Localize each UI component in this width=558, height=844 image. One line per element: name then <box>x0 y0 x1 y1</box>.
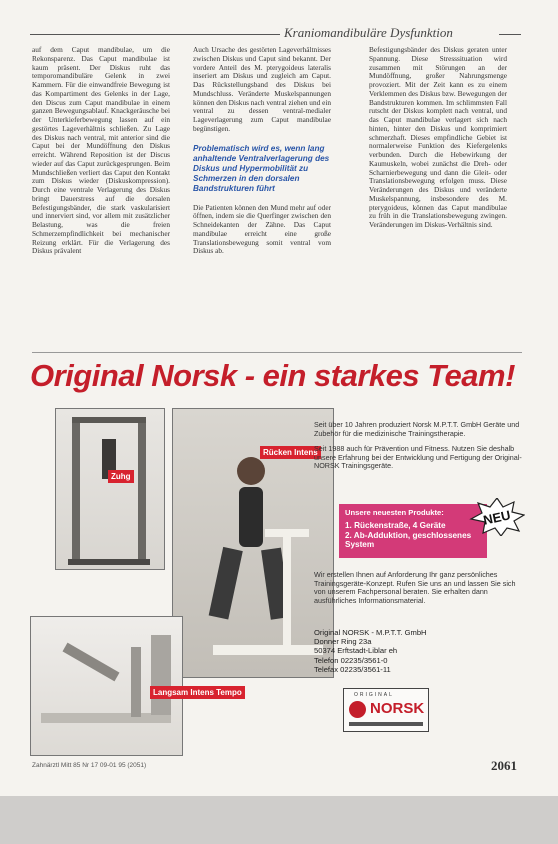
address-line-1: Original NORSK - M.P.T.T. GmbH <box>314 628 427 637</box>
logo-original-text: ORIGINAL <box>354 692 394 698</box>
article-col3-text: Befestigungsbänder des Diskus geraten unter Spannung. Diese Stresssituation wird zusammen mit Störungen an der Mundöffnung, großer Nahrungsmenge provoziert. Mit der Zeit kann es zu einem Verklemmen des Diskus bzw. Bewegungen der Bandstrukturen kommen. Im schlimmsten Fall rutscht der Diskus komplett nach ventral, und das Caput mandibulae verlagert sich nach hinten, hinter den Diskus und komprimiert schmerzhaft. Dieses empfindliche Gebiet ist normalerweise Funktion des Kiefergelenks verbunden. Durch die Hebewirkung der Kaumuskeln, wobei zunächst die Dreh- oder Scharnierbewegung und dann die Gleit- oder Translationsbewegung erfolgen muss. Diese Veränderungen des Diskus und veränderte Muskelspannung, insbesondere des M. pterygoideus, können das Caput mandibulae zu früh in die Translationsbewegung zwingen. Veränderungen im Diskus-Verhältnis sind. <box>369 46 507 229</box>
address-fax: Telefax 02235/3561-11 <box>314 664 391 674</box>
header-rule-left <box>30 34 280 35</box>
page-number: 2061 <box>491 758 517 773</box>
address-line-3: 50374 Erftstadt-Liblar eh <box>314 646 398 656</box>
ad-outro-text: Wir erstellen Ihnen auf Anforderung Ihr ganz persönliches Trainingsgeräte-Konzept. Rufen Sie uns an und lassen Sie sich von unserem Fachpersonal beraten. Sie erhalten dann ausführliches Informationsmaterial. <box>314 570 516 605</box>
article-column-1 <box>32 46 170 346</box>
article-bottom-rule <box>32 352 522 353</box>
article-column-3 <box>369 46 507 346</box>
ad-intro-2: Seit 1988 auch für Prävention und Fitness. Nutzen Sie deshalb unsere Erfahrung bei der Entwicklung und Fertigung der Original-NORSK Trainingsgeräte. <box>314 444 522 471</box>
neu-starburst-icon <box>469 498 525 536</box>
norsk-advertisement <box>30 358 528 758</box>
photo-cable-machine <box>55 408 165 570</box>
ad-intro-1: Seit über 10 Jahren produziert Norsk M.P.T.T. GmbH Geräte und Zubehör für die medizinische Trainingstherapie. <box>314 420 520 438</box>
new-product-2: 2. Ab-Adduktion, geschlossenes System <box>345 530 472 549</box>
pull-quote: Problematisch wird es, wenn lang anhaltende Ventralverlagerung des Diskus und Hypermobilität zu Schmerzen in den dorsalen Bandstrukturen führt <box>193 143 330 193</box>
address-phone: Telefon 02235/3561-0 <box>314 655 388 665</box>
photo-a-label: Zuhg <box>108 470 134 483</box>
norsk-logo-icon <box>349 701 366 718</box>
photo-b-label: Rücken Intens <box>260 446 321 459</box>
norsk-logo <box>343 688 429 732</box>
neu-text: NEU <box>481 507 512 528</box>
article-col1-text: auf dem Caput mandibulae, um die Rekonsparenz. Das Caput mandibulae ist kaum präsent. Der Diskus ruht das temporomandibuläre Gelenk in zwei Kammern. Für die einwandfreie Bewegung ist das Kompartiment des Gelenks in der Lage, den Discus zum Caput mandibulae in einem ganzen Bewegungsablauf. Knackgeräusche bei der Unterkieferbewegung lassen auf ein gestörtes Lageverhältnis schließen. Zu Lage des Diskus nach ventral, mit anterior sind die Caput bei der Mundöffnung den Diskus erreicht. Während Reposition ist der Discus wieder auf das Caput zurückgesprungen. Beim Mundschließen verliert das Caput den Kontakt zum Diskus wieder (Diskuskompression). Durch eine ventrale Verlagerung des Diskus bringt Dauerstress auf die dorsalen Befestigungsbänder, die stark vaskularisiert und innerviert sind, vor allem mit zusätzlicher Belastung, was die freien Schmerzempfindlichkeit bei mechanischer Reizung erklärt. Für die Verlagerung des Diskus prävalent <box>32 46 170 256</box>
ad-headline: Original Norsk - ein starkes Team! <box>30 358 515 393</box>
cable-machine-illustration <box>56 409 164 569</box>
journal-citation: Zahnärztl Mitt 85 Nr 17 09-01 95 (2051) <box>32 762 147 769</box>
logo-underline <box>349 722 423 726</box>
address-line-2: Donner Ring 23a <box>314 637 372 647</box>
photo-c-label: Langsam Intens Tempo <box>150 686 245 699</box>
running-head: Kraniomandibuläre Dysfunktion <box>284 25 453 40</box>
new-products-box <box>339 504 487 558</box>
article-column-2 <box>193 46 331 346</box>
company-address <box>314 628 514 674</box>
article-col2-text-a: Auch Ursache des gestörten Lageverhältnisses zwischen Diskus und Caput sind bekannt. Der vordere Anteil des M. pterygoideus lateralis inseriert am Diskus und zugleich am Caput. Das Rückstellungsband des Diskus bei Mundschluss. Veränderte Muskelspannungen können den Diskus nach ventral ziehen und ein ventral zu dessen ventral-medialer Lageverlagerung zum Caput mandibulae begünstigen. <box>193 46 331 133</box>
new-product-1: 1. Rückenstraße, 4 Geräte <box>345 521 446 530</box>
header-rule-right <box>499 34 521 35</box>
logo-norsk-text: NORSK <box>370 700 425 717</box>
scan-bottom-band <box>0 796 558 844</box>
new-products-title: Unsere neuesten Produkte: <box>345 508 444 517</box>
ad-intro-text <box>314 421 528 478</box>
article-col2-text-b: Die Patienten können den Mund mehr auf oder öffnen, indem sie die Querfinger zwischen den Schneidekanten der Zähne. Das Caput mandibulae erreicht eine große Translationsbewegung somit ventral vom Diskus ab. <box>193 202 331 256</box>
